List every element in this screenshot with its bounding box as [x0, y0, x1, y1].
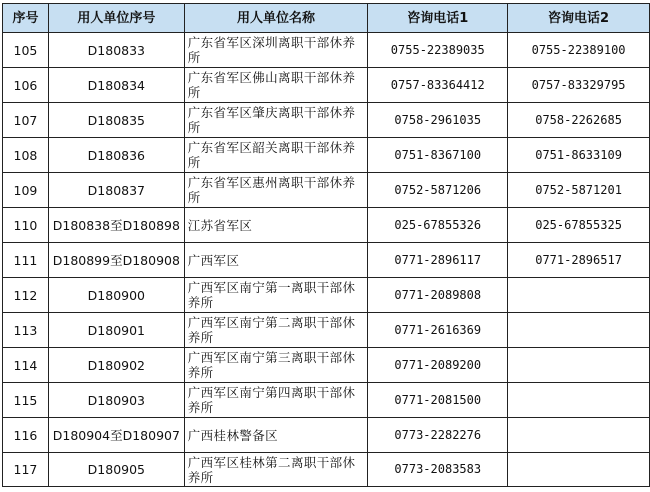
cell-phone2: [508, 383, 650, 418]
cell-code: D180838至D180898: [48, 208, 184, 243]
cell-code: D180899至D180908: [48, 243, 184, 278]
cell-name: 广西军区南宁第三离职干部休养所: [184, 348, 368, 383]
cell-seq: 117: [3, 453, 49, 487]
table-row: [3, 138, 650, 173]
cell-name: 广东省军区深圳离职干部休养所: [184, 33, 368, 68]
header-phone1: 咨询电话1: [368, 4, 508, 33]
cell-phone1: 0771-2616369: [368, 313, 508, 348]
cell-phone2: 0751-8633109: [508, 138, 650, 173]
cell-phone2: [508, 453, 650, 487]
cell-seq: 106: [3, 68, 49, 103]
cell-seq: 115: [3, 383, 49, 418]
cell-code: D180834: [48, 68, 184, 103]
cell-code: D180836: [48, 138, 184, 173]
cell-seq: 109: [3, 173, 49, 208]
cell-name: 广东省军区惠州离职干部休养所: [184, 173, 368, 208]
cell-code: D180837: [48, 173, 184, 208]
cell-seq: 107: [3, 103, 49, 138]
header-seq: 序号: [3, 4, 49, 33]
cell-name: 广西军区南宁第二离职干部休养所: [184, 313, 368, 348]
table-row: [3, 278, 650, 313]
cell-phone2: 025-67855325: [508, 208, 650, 243]
cell-code: D180901: [48, 313, 184, 348]
cell-phone1: 025-67855326: [368, 208, 508, 243]
cell-phone2: 0758-2262685: [508, 103, 650, 138]
table-row: [3, 348, 650, 383]
table-row: [3, 208, 650, 243]
cell-code: D180902: [48, 348, 184, 383]
cell-seq: 114: [3, 348, 49, 383]
table-row: [3, 453, 650, 487]
cell-name: 广东省军区佛山离职干部休养所: [184, 68, 368, 103]
cell-phone2: [508, 278, 650, 313]
header-employer-code: 用人单位序号: [48, 4, 184, 33]
cell-name: 广西军区: [184, 243, 368, 278]
cell-phone2: [508, 313, 650, 348]
table-header-row: [3, 4, 650, 33]
table-row: [3, 103, 650, 138]
table-row: [3, 33, 650, 68]
cell-seq: 111: [3, 243, 49, 278]
cell-seq: 113: [3, 313, 49, 348]
cell-phone2: [508, 418, 650, 453]
table-row: [3, 243, 650, 278]
cell-phone1: 0752-5871206: [368, 173, 508, 208]
cell-phone1: 0751-8367100: [368, 138, 508, 173]
cell-phone2: 0757-83329795: [508, 68, 650, 103]
cell-code: D180903: [48, 383, 184, 418]
cell-code: D180905: [48, 453, 184, 487]
cell-name: 广西军区南宁第四离职干部休养所: [184, 383, 368, 418]
table-row: [3, 68, 650, 103]
cell-name: 广西桂林警备区: [184, 418, 368, 453]
cell-phone1: 0771-2089808: [368, 278, 508, 313]
cell-name: 广西军区桂林第二离职干部休养所: [184, 453, 368, 487]
cell-seq: 110: [3, 208, 49, 243]
cell-phone1: 0757-83364412: [368, 68, 508, 103]
table-row: [3, 173, 650, 208]
cell-phone1: 0771-2081500: [368, 383, 508, 418]
header-phone2: 咨询电话2: [508, 4, 650, 33]
cell-phone1: 0771-2896117: [368, 243, 508, 278]
cell-code: D180900: [48, 278, 184, 313]
cell-seq: 112: [3, 278, 49, 313]
cell-phone1: 0771-2089200: [368, 348, 508, 383]
cell-phone2: [508, 348, 650, 383]
cell-phone2: 0752-5871201: [508, 173, 650, 208]
cell-name: 广东省军区韶关离职干部休养所: [184, 138, 368, 173]
cell-code: D180833: [48, 33, 184, 68]
cell-name: 广东省军区肇庆离职干部休养所: [184, 103, 368, 138]
cell-name: 江苏省军区: [184, 208, 368, 243]
cell-phone1: 0773-2282276: [368, 418, 508, 453]
cell-phone2: 0771-2896517: [508, 243, 650, 278]
header-employer-name: 用人单位名称: [184, 4, 368, 33]
table-row: [3, 313, 650, 348]
cell-phone1: 0758-2961035: [368, 103, 508, 138]
table-row: [3, 383, 650, 418]
cell-phone2: 0755-22389100: [508, 33, 650, 68]
cell-seq: 116: [3, 418, 49, 453]
cell-phone1: 0773-2083583: [368, 453, 508, 487]
table-row: [3, 418, 650, 453]
cell-code: D180904至D180907: [48, 418, 184, 453]
cell-seq: 108: [3, 138, 49, 173]
employer-contact-table: [2, 3, 650, 487]
cell-phone1: 0755-22389035: [368, 33, 508, 68]
cell-seq: 105: [3, 33, 49, 68]
cell-name: 广西军区南宁第一离职干部休养所: [184, 278, 368, 313]
cell-code: D180835: [48, 103, 184, 138]
